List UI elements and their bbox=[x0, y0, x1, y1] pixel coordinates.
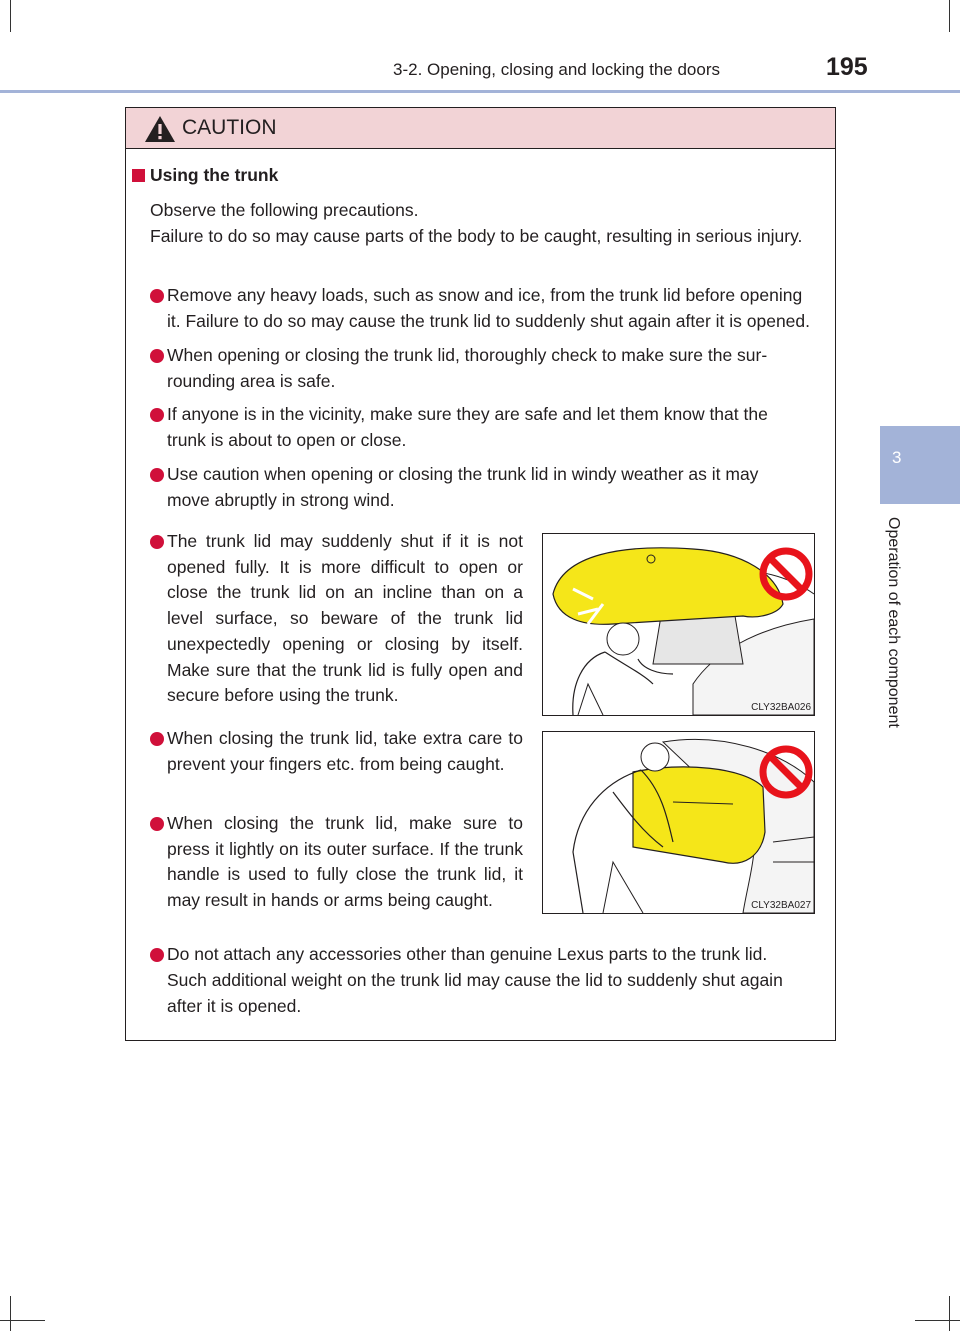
header-rule bbox=[0, 90, 960, 93]
chapter-title-vertical bbox=[884, 517, 914, 777]
crop-mark bbox=[915, 1320, 960, 1321]
bullet-icon bbox=[150, 349, 164, 363]
warning-triangle-icon bbox=[144, 115, 176, 143]
trunk-closing-drawing bbox=[543, 732, 814, 913]
illustration-code: CLY32BA026 bbox=[751, 702, 811, 713]
bullet-text: If anyone is in the vicinity, make sure they are safe and let them know that the bbox=[167, 404, 768, 424]
bullet-text: Such additional weight on the trunk lid may cause the lid to suddenly shut again bbox=[167, 970, 783, 990]
bullet-text: Do not attach any accessories other than genuine Lexus parts to the trunk lid. bbox=[167, 944, 768, 964]
crop-mark bbox=[949, 1296, 950, 1331]
bullet-text: trunk is about to open or close. bbox=[167, 430, 407, 450]
crop-mark bbox=[10, 1296, 11, 1331]
bullet-text: When opening or closing the trunk lid, thoroughly check to make sure the sur- bbox=[167, 345, 768, 365]
bullet-text: When closing the trunk lid, make sure to press it lightly on its outer surface. If the trunk handle is used to fully close the trunk lid, it may result in hands or arms being caught. bbox=[167, 813, 523, 911]
chapter-number: 3 bbox=[892, 448, 902, 467]
caution-header bbox=[126, 108, 835, 149]
intro-line: Observe the following precautions. bbox=[150, 200, 419, 220]
caution-title: CAUTION bbox=[182, 116, 277, 139]
bullet-text: after it is opened. bbox=[167, 996, 302, 1016]
intro-line: Failure to do so may cause parts of the body to be caught, resulting in serious injury. bbox=[150, 226, 803, 246]
caution-heading: Using the trunk bbox=[150, 165, 279, 185]
bullet-icon bbox=[150, 289, 164, 303]
bullet-text: Use caution when opening or closing the trunk lid in windy weather as it may bbox=[167, 464, 759, 484]
trunk-lid-falling-drawing bbox=[543, 534, 814, 715]
crop-mark bbox=[949, 0, 950, 32]
illustration-trunk-lid-falling bbox=[542, 533, 815, 716]
illustration-code: CLY32BA027 bbox=[751, 900, 811, 911]
crop-mark bbox=[10, 0, 11, 32]
crop-mark bbox=[0, 1320, 45, 1321]
bullet-icon bbox=[150, 732, 164, 746]
bullet-icon bbox=[150, 468, 164, 482]
chapter-title: Operation of each component bbox=[885, 517, 902, 728]
bullet-icon bbox=[150, 948, 164, 962]
heading-square-icon bbox=[132, 169, 145, 182]
bullet-text: When closing the trunk lid, take extra care to prevent your fingers etc. from being caught. bbox=[167, 728, 523, 774]
bullet-text: Remove any heavy loads, such as snow and ice, from the trunk lid before opening bbox=[167, 285, 803, 305]
bullet-text: The trunk lid may suddenly shut if it is not opened fully. It is more difficult to open or close the trunk lid on an incline than on a level surface, so beware of the trunk lid unexpectedly opening or closing by itself. Make sure that the trunk lid is fully open and secure before using the trunk. bbox=[167, 531, 523, 706]
bullet-icon bbox=[150, 817, 164, 831]
bullet-icon bbox=[150, 408, 164, 422]
bullet-icon bbox=[150, 535, 164, 549]
section-title: 3-2. Opening, closing and locking the doors bbox=[393, 60, 720, 79]
caution-box bbox=[125, 107, 836, 1041]
illustration-trunk-closing-hands bbox=[542, 731, 815, 914]
bullet-text: it. Failure to do so may cause the trunk lid to suddenly shut again after it is opened. bbox=[167, 311, 811, 331]
page-number: 195 bbox=[826, 53, 868, 81]
bullet-text: move abruptly in strong wind. bbox=[167, 490, 395, 510]
bullet-text: rounding area is safe. bbox=[167, 371, 336, 391]
